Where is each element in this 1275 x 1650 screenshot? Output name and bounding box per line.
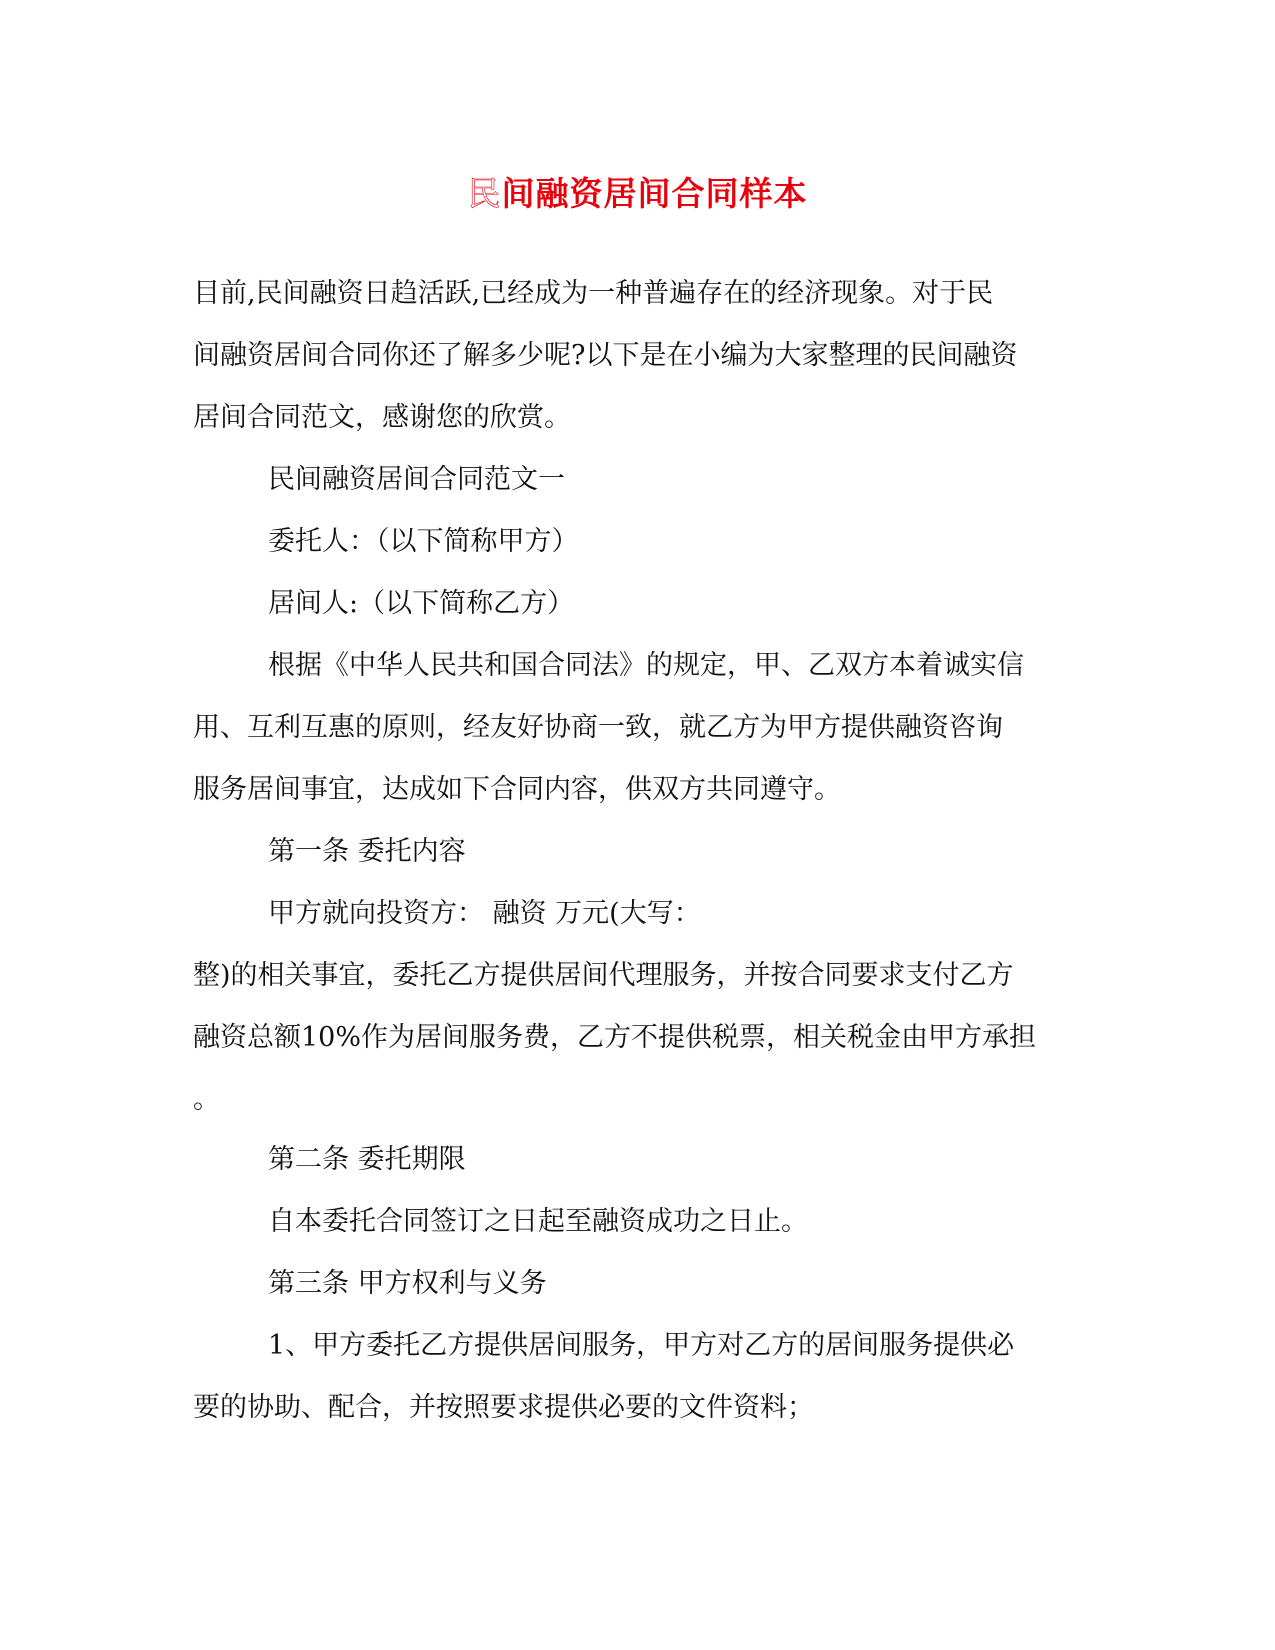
- paragraph-line: 自本委托合同签订之日起至融资成功之日止。: [268, 1206, 808, 1237]
- title-text: 间融资居间合同样本: [501, 174, 808, 213]
- title-first-char: 民: [467, 174, 502, 213]
- paragraph-line: 居间合同范文，感谢您的欣赏。: [193, 402, 571, 433]
- article-heading: 第三条 甲方权利与义务: [268, 1268, 547, 1299]
- paragraph-line: 1、甲方委托乙方提供居间服务，甲方对乙方的居间服务提供必: [268, 1330, 1015, 1361]
- paragraph-line: 要的协助、配合，并按照要求提供必要的文件资料；: [193, 1392, 814, 1423]
- paragraph-line: 根据《中华人民共和国合同法》的规定，甲、乙双方本着诚实信: [268, 650, 1024, 681]
- paragraph-line: 。: [193, 1084, 220, 1115]
- document-title: [0, 168, 1275, 215]
- paragraph-line: 间融资居间合同你还了解多少呢?以下是在小编为大家整理的民间融资: [193, 340, 1018, 371]
- article-heading: 第一条 委托内容: [268, 836, 466, 867]
- party-line: 居间人:（以下简称乙方）: [268, 588, 575, 619]
- paragraph-line: 整)的相关事宜，委托乙方提供居间代理服务，并按合同要求支付乙方: [193, 960, 1014, 991]
- paragraph-line: 融资总额10%作为居间服务费，乙方不提供税票，相关税金由甲方承担: [193, 1022, 1037, 1053]
- article-heading: 第二条 委托期限: [268, 1144, 466, 1175]
- paragraph-line: 甲方就向投资方： 融资 万元(大写：: [268, 898, 701, 929]
- paragraph-line: 服务居间事宜，达成如下合同内容，供双方共同遵守。: [193, 774, 841, 805]
- paragraph-line: 用、互利互惠的原则，经友好协商一致，就乙方为甲方提供融资咨询: [193, 712, 1003, 743]
- section-heading: 民间融资居间合同范文一: [268, 464, 565, 495]
- paragraph-line: 目前,民间融资日趋活跃,已经成为一种普遍存在的经济现象。对于民: [193, 278, 994, 309]
- party-line: 委托人：（以下简称甲方）: [268, 526, 579, 557]
